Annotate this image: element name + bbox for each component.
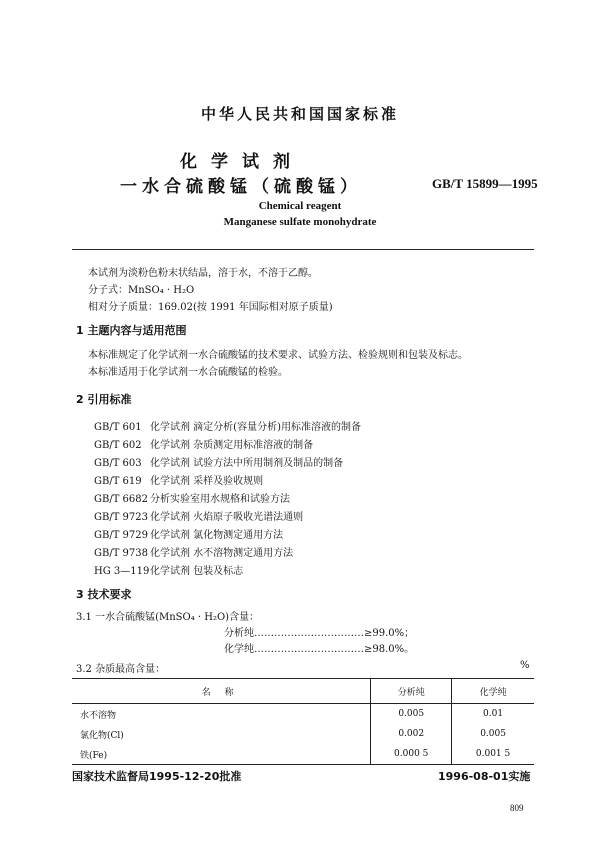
reference-title: 化学试剂 试验方法中所用制剂及制品的制备: [150, 458, 344, 469]
table-row: [72, 704, 534, 725]
grade-analytical: 分析纯……………………………≥99.0%；: [224, 628, 415, 639]
reference-title: 化学试剂 水不溶物测定通用方法: [150, 548, 294, 559]
cell-ar: 0.000 5: [371, 744, 452, 765]
approval-line: 国家技术监督局1995-12-20批准: [72, 770, 242, 783]
reference-code: GB/T 619: [94, 476, 142, 487]
reference-item: [94, 436, 313, 451]
reference-code: GB/T 602: [94, 440, 142, 451]
cell-ar: 0.002: [371, 724, 452, 744]
reference-title: 化学试剂 杂质测定用标准溶液的制备: [150, 440, 314, 451]
chinese-title-line2: 一水合硫酸锰（硫酸锰）: [120, 177, 362, 197]
reference-code: GB/T 9738: [94, 548, 149, 559]
col-header-name: 名称: [72, 679, 371, 704]
table-row: [72, 724, 534, 744]
reference-title: 化学试剂 氯化物测定通用方法: [150, 530, 284, 541]
cell-cp: 0.001 5: [452, 744, 534, 765]
reference-title: 化学试剂 包装及标志: [150, 566, 244, 577]
english-title-line1: Chemical reagent: [258, 200, 342, 212]
impurity-table: [72, 678, 534, 765]
cell-name: 氯化物(Cl): [80, 730, 124, 741]
section-1-para2: 本标准适用于化学试剂一水合硫酸锰的检验。: [88, 367, 288, 378]
reference-item: [94, 562, 243, 577]
cell-ar: 0.005: [371, 704, 452, 725]
reference-item: [94, 454, 343, 469]
cell-name: 水不溶物: [80, 710, 117, 721]
page-number: 809: [510, 803, 524, 813]
reference-item: [94, 508, 303, 523]
reference-title: 化学试剂 火焰原子吸收光谱法通则: [150, 512, 304, 523]
col-header-cp: 化学纯: [452, 679, 534, 704]
section-3-heading: 3 技术要求: [76, 588, 132, 601]
intro-formula: 分子式：MnSO₄ · H₂O: [88, 285, 195, 296]
cell-cp: 0.01: [452, 704, 534, 725]
reference-title: 化学试剂 采样及验收规则: [150, 476, 264, 487]
item-3-2-label: 3.2 杂质最高含量：: [76, 664, 166, 675]
unit-label: %: [520, 660, 530, 671]
reference-title: 分析实验室用水规格和试验方法: [150, 494, 290, 505]
reference-item: [94, 418, 361, 433]
intro-molecular-mass: 相对分子质量：169.02(按 1991 年国际相对原子质量): [88, 302, 333, 313]
section-2-heading: 2 引用标准: [76, 393, 132, 406]
implementation-date: 1996-08-01实施: [438, 770, 531, 783]
reference-item: [94, 472, 263, 487]
standard-number: GB/T 15899—1995: [432, 176, 538, 191]
english-title-line2: Manganese sulfate monohydrate: [223, 216, 377, 228]
reference-code: GB/T 603: [94, 458, 142, 469]
cell-name: 铁(Fe): [72, 744, 371, 765]
cell-cp: 0.005: [452, 724, 534, 744]
section-1-heading: 1 主题内容与适用范围: [76, 324, 187, 337]
reference-code: GB/T 9723: [94, 512, 149, 523]
table-header-row: [72, 679, 534, 704]
col-header-ar: 分析纯: [371, 679, 452, 704]
grade-chemical: 化学纯……………………………≥98.0%。: [224, 644, 415, 655]
reference-code: GB/T 9729: [94, 530, 149, 541]
intro-description: 本试剂为淡粉色粉末状结晶，溶于水，不溶于乙醇。: [88, 268, 318, 279]
item-3-1-label: 3.1 一水合硫酸锰(MnSO₄ · H₂O)含量：: [76, 612, 260, 623]
reference-code: GB/T 601: [94, 422, 142, 433]
standard-type: 中华人民共和国国家标准: [200, 105, 399, 123]
reference-code: HG 3—119: [94, 566, 150, 577]
chinese-title-line1: 化学试剂: [180, 152, 304, 172]
reference-item: [94, 490, 290, 505]
reference-item: [94, 526, 283, 541]
reference-code: GB/T 6682: [94, 494, 149, 505]
reference-title: 化学试剂 滴定分析(容量分析)用标准溶液的制备: [150, 422, 361, 433]
reference-item: [94, 544, 293, 559]
table-row: [72, 744, 534, 765]
header-divider: [72, 249, 534, 250]
section-1-para1: 本标准规定了化学试剂一水合硫酸锰的技术要求、试验方法、检验规则和包装及标志。: [88, 350, 468, 361]
